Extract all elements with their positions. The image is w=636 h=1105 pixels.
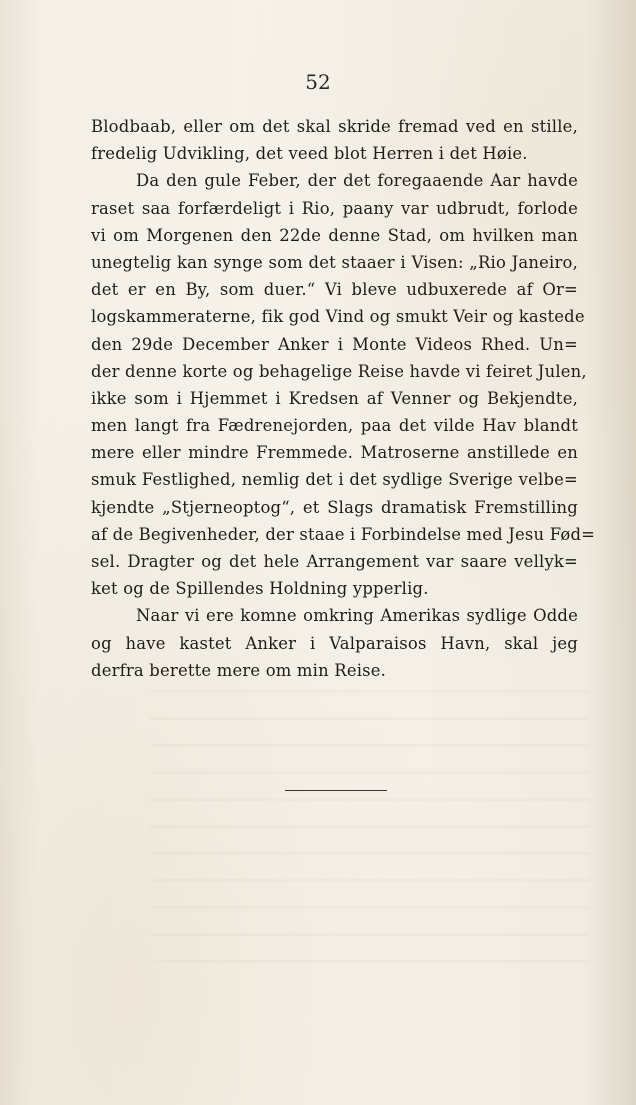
text-line: vi om Morgenen den 22de denne Stad, om hvilken man [91, 225, 578, 245]
text-line: af de Begivenheder, der staae i Forbindelse med Jesu Fød= [91, 524, 596, 544]
text-line: fredelig Udvikling, det veed blot Herren i det Høie. [91, 144, 528, 164]
text-line: Naar vi ere komne omkring Amerikas sydlige Odde [136, 606, 578, 626]
text-line: der denne korte og behagelige Reise havde vi feiret Julen, [91, 361, 587, 381]
text-line: unegtelig kan synge som det staaer i Visen: „Rio Janeiro, [91, 252, 578, 272]
text-line: den 29de December Anker i Monte Videos Rhed. Un= [91, 334, 578, 354]
text-line: kjendte „Stjerneoptog“, et Slags dramatisk Fremstilling [91, 497, 578, 517]
text-line: og have kastet Anker i Valparaisos Havn, skal jeg [91, 633, 578, 653]
section-divider-rule [285, 790, 387, 791]
page-number: 52 [305, 70, 331, 94]
text-line: Blodbaab, eller om det skal skride fremad ved en stille, [91, 117, 578, 136]
text-line: derfra berette mere om min Reise. [91, 660, 387, 680]
text-line: raset saa forfærdeligt i Rio, paany var udbrudt, forlode [91, 198, 578, 218]
text-line: Da den gule Feber, der det foregaaende Aar havde [136, 171, 578, 191]
text-line: logskammeraterne, fik god Vind og smukt Veir og kastede [91, 307, 585, 327]
text-line: sel. Dragter og det hele Arrangement var saare vellyk= [91, 552, 578, 571]
text-line: mere eller mindre Fremmede. Matroserne anstillede en [91, 443, 578, 463]
text-line: det er en By, som duer.“ Vi bleve udbuxerede af Or= [91, 280, 578, 300]
body-text [91, 113, 596, 684]
text-line: smuk Festlighed, nemlig det i det sydlige Sverige velbe= [91, 470, 578, 490]
text-line: ket og de Spillendes Holdning ypperlig. [91, 579, 429, 599]
show-through-text [150, 690, 590, 970]
text-line: men langt fra Fædrenejorden, paa det vilde Hav blandt [91, 416, 578, 436]
text-line: ikke som i Hjemmet i Kredsen af Venner og Bekjendte, [91, 388, 578, 408]
